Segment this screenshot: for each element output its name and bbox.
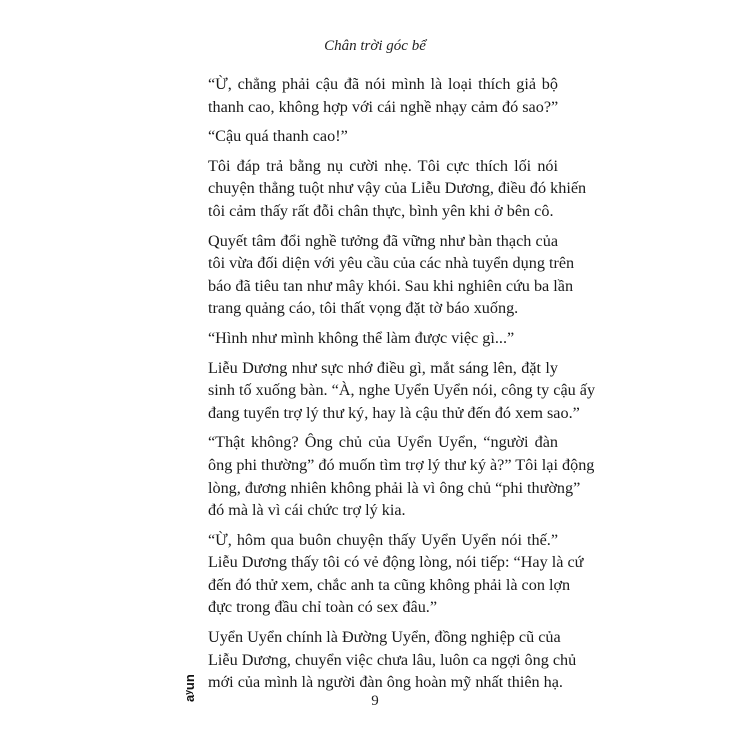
text-line: mới của mình là người đàn ông hoàn mỹ nhất thiên hạ. xyxy=(208,673,563,692)
paragraph xyxy=(208,155,587,223)
text-line: lòng, đương nhiên không phải là vì ông chủ “phi thường” xyxy=(208,478,581,497)
text-line: “Ừ, hôm qua buôn chuyện thấy Uyển Uyển nói thế.” xyxy=(208,530,558,549)
text-line: Liễu Dương, chuyển việc chưa lâu, luôn ca ngợi ông chủ xyxy=(208,650,577,669)
svg-text:aʸun: aʸun xyxy=(182,674,197,702)
text-line: đến đó thử xem, chắc anh ta cũng không phải là con lợn xyxy=(208,575,571,594)
paragraph xyxy=(208,357,596,425)
text-line: “Thật không? Ông chủ của Uyển Uyển, “người đàn xyxy=(208,433,558,452)
text-line: báo đã tiêu tan như mây khói. Sau khi nghiên cứu ba lần xyxy=(208,276,574,295)
text-line: ông phi thường” đó muốn tìm trợ lý thư ký à?” Tôi lại động xyxy=(208,455,595,474)
text-line: tôi cảm thấy rất đỗi chân thực, bình yên khi ở bên cô. xyxy=(208,201,554,220)
paragraph xyxy=(208,73,558,118)
text-line: Quyết tâm đổi nghề tưởng đã vững như bàn thạch của xyxy=(208,231,558,250)
paragraph xyxy=(208,125,558,148)
text-line: Uyển Uyển chính là Đường Uyển, đồng nghiệp cũ của xyxy=(208,628,561,647)
text-line: sinh tố xuống bàn. “À, nghe Uyển Uyển nói, công ty cậu ấy xyxy=(208,381,596,400)
text-line: chuyện thẳng tuột như vậy của Liễu Dương, điều đó khiến xyxy=(208,179,587,198)
text-line: thanh cao, không hợp với cái nghề nhạy cảm đó sao?” xyxy=(208,97,559,116)
paragraph xyxy=(208,529,584,619)
text-line: đó mà là vì cái chức trợ lý kia. xyxy=(208,501,406,520)
running-header: Chân trời góc bể xyxy=(324,38,426,54)
text-line: Tôi đáp trả bằng nụ cười nhẹ. Tôi cực thích lối nói xyxy=(208,156,558,175)
text-line: trang quảng cáo, tôi thất vọng đặt tờ báo xuống. xyxy=(208,299,519,318)
text-line: “Hình như mình không thể làm được việc gì...” xyxy=(208,328,515,347)
text-line: “Ừ, chẳng phải cậu đã nói mình là loại thích giả bộ xyxy=(208,75,558,93)
text-line: đang tuyển trợ lý thư ký, hay là cậu thử đến đó xem sao.” xyxy=(208,403,580,422)
paragraph xyxy=(208,431,595,521)
paragraph xyxy=(208,230,575,320)
text-line: đực trong đầu chỉ toàn có sex đâu.” xyxy=(208,598,438,617)
text-line: “Cậu quá thanh cao!” xyxy=(208,127,348,146)
paragraph xyxy=(208,626,577,694)
text-line: tôi vừa đối diện với yêu cầu của các nhà tuyển dụng trên xyxy=(208,254,575,273)
text-line: Liễu Dương như sực nhớ điều gì, mắt sáng lên, đặt ly xyxy=(208,358,558,377)
text-line: Liễu Dương thấy tôi có vẻ động lòng, nói tiếp: “Hay là cứ xyxy=(208,553,584,572)
paragraph xyxy=(208,327,558,350)
body-text xyxy=(208,73,596,701)
page-number: 9 xyxy=(371,693,379,709)
